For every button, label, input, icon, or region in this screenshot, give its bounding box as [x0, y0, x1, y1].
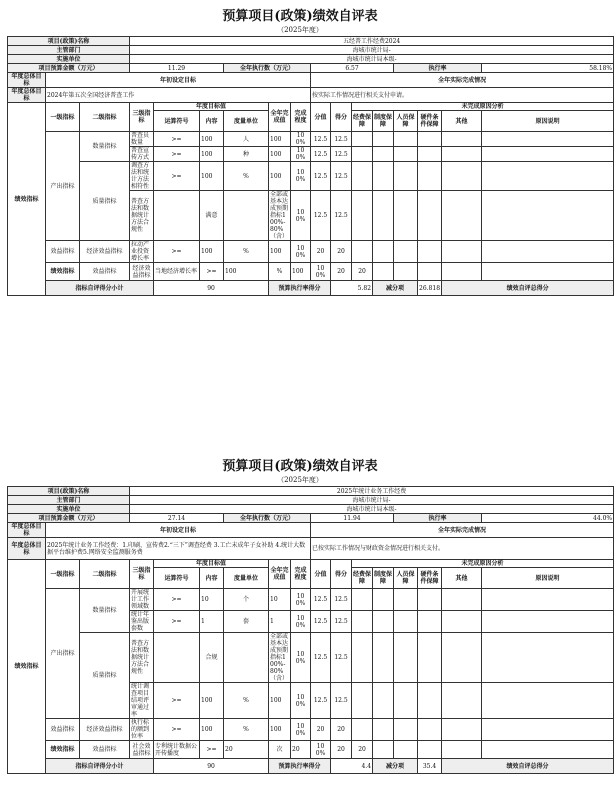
empty-cell: [352, 132, 373, 147]
full-year-value: 1: [269, 611, 291, 633]
score: 20: [352, 263, 373, 281]
score: 12.5: [331, 633, 352, 683]
annual-goal-label: 年度总体目标: [8, 88, 46, 103]
lvl2-header: 二级指标: [80, 560, 130, 589]
total-score-label: 绩效自评总得分: [442, 281, 614, 296]
empty-cell: [394, 719, 418, 741]
empty-cell: [373, 147, 394, 162]
unit-label: 实施单位: [8, 55, 130, 64]
reason-desc-header: 原因说明: [482, 568, 614, 589]
completion-rate: 100%: [311, 741, 331, 759]
empty-cell: [394, 633, 418, 683]
measure-unit: %: [224, 683, 269, 719]
full-year-value: 100: [269, 719, 291, 741]
content-header: 内容: [200, 568, 224, 589]
hw-header: 硬件条件保障: [418, 568, 442, 589]
perf-indicator-label-2: 绩效指标: [46, 263, 80, 281]
operator: >=: [200, 263, 224, 281]
empty-cell: [442, 589, 482, 611]
score-value: 20: [311, 719, 331, 741]
empty-cell: [482, 132, 614, 147]
target-content: 100: [200, 683, 224, 719]
dept-value: 海城市统计局-: [130, 46, 614, 55]
score-value-header: 分值: [311, 103, 331, 132]
operator: >=: [200, 741, 224, 759]
measure-unit: [224, 633, 269, 683]
budget-value: 27.14: [130, 514, 224, 523]
completion-rate: 100%: [291, 611, 311, 633]
evaluation-table: [7, 36, 614, 296]
annual-goal-label: 年度总体目标: [8, 538, 46, 560]
staff-header: 人员保障: [394, 568, 418, 589]
output-category: 产出指标: [46, 589, 80, 719]
full-year-value: 20: [291, 741, 311, 759]
empty-cell: [373, 132, 394, 147]
empty-cell: [418, 263, 442, 281]
empty-cell: [418, 633, 442, 683]
completion-rate: 100%: [291, 589, 311, 611]
initial-goal-text: 2024年第五次全国经济普查工作: [46, 88, 311, 103]
empty-cell: [352, 719, 373, 741]
lvl2-header: 二级指标: [80, 103, 130, 132]
actual-status-header: 全年实际完成情况: [311, 523, 614, 538]
empty-cell: [373, 191, 394, 241]
empty-cell: [352, 191, 373, 241]
score-header: 得分: [331, 560, 352, 589]
target-content: 合规: [200, 633, 224, 683]
reason-header: 未完成原因分析: [352, 103, 614, 111]
operator: >=: [154, 162, 200, 191]
full-year-value: 100: [269, 132, 291, 147]
staff-header: 人员保障: [394, 111, 418, 132]
perf-indicator-label-2: 绩效指标: [46, 741, 80, 759]
target-content: 100: [200, 162, 224, 191]
performance-indicator-label: 绩效指标: [8, 560, 46, 774]
empty-cell: [373, 241, 394, 263]
sys-header: 制度保障: [373, 568, 394, 589]
score-value: 20: [331, 263, 352, 281]
completion-rate: 100%: [291, 147, 311, 162]
empty-cell: [442, 719, 482, 741]
empty-cell: [394, 263, 418, 281]
empty-cell: [394, 611, 418, 633]
measure-unit: 套: [224, 611, 269, 633]
target-content: 10: [200, 589, 224, 611]
empty-cell: [352, 162, 373, 191]
empty-cell: [482, 191, 614, 241]
full-year-value: 100: [269, 147, 291, 162]
empty-cell: [482, 241, 614, 263]
full-year-value: 10: [269, 589, 291, 611]
output-category: 产出指标: [46, 132, 80, 241]
empty-cell: [418, 132, 442, 147]
empty-cell: [442, 191, 482, 241]
indicator-name: 普查员数量: [130, 132, 154, 147]
econ-benefit-category: 经济效益指标: [130, 263, 154, 281]
score-value: 12.5: [311, 162, 331, 191]
operator: [154, 191, 200, 241]
budget-label: 项目预算金额（万元）: [8, 64, 130, 73]
annual-goal-label: 年度总体目标: [8, 523, 46, 538]
measure-unit: %: [224, 241, 269, 263]
budget-value: 11.29: [130, 64, 224, 73]
target-content: 100: [200, 132, 224, 147]
sheet-title: 预算项目(政策)绩效自评表: [222, 9, 378, 24]
annual-target-header: 年度目标值: [154, 103, 269, 111]
econ-header: 经费保障: [352, 568, 373, 589]
indicator-name: 统计调查项目结项评审通过率: [130, 683, 154, 719]
measure-unit: %: [224, 719, 269, 741]
empty-cell: [418, 241, 442, 263]
unit-value: 海城市统计局本级-: [130, 55, 614, 64]
target-content: 20: [224, 741, 269, 759]
empty-cell: [482, 611, 614, 633]
completion-rate: 100%: [291, 719, 311, 741]
exec-score-label: 预算执行率得分: [269, 281, 331, 296]
deduct-value: 26.818: [418, 281, 442, 296]
subtotal-value: 90: [154, 281, 269, 296]
empty-cell: [482, 719, 614, 741]
indicator-name: 开展统计工作领域数: [130, 589, 154, 611]
completion-rate: 100%: [291, 191, 311, 241]
lvl3-header: 三级指标: [130, 103, 154, 132]
empty-cell: [482, 683, 614, 719]
lvl1-header: 一级指标: [46, 103, 80, 132]
empty-cell: [352, 241, 373, 263]
empty-cell: [373, 719, 394, 741]
annual-goal-label: 年度总体目标: [8, 73, 46, 88]
other-header: 其他: [442, 111, 482, 132]
empty-cell: [394, 132, 418, 147]
score: 12.5: [331, 611, 352, 633]
empty-cell: [442, 147, 482, 162]
empty-cell: [442, 633, 482, 683]
operator: [154, 633, 200, 683]
score: 12.5: [331, 191, 352, 241]
operator: >=: [154, 241, 200, 263]
empty-cell: [418, 611, 442, 633]
measure-unit: [224, 191, 269, 241]
benefit-category: 效益指标: [80, 741, 130, 759]
completion-rate: 100%: [291, 633, 311, 683]
full-year-value: 100: [269, 162, 291, 191]
evaluation-table: [7, 486, 614, 774]
empty-cell: [394, 683, 418, 719]
unit-measure-header: 度量单位: [224, 568, 269, 589]
indicator-name: 专利统计数据公开传播度: [154, 741, 200, 759]
operator: >=: [154, 132, 200, 147]
unit-measure-header: 度量单位: [224, 111, 269, 132]
score-value: 20: [311, 241, 331, 263]
empty-cell: [442, 162, 482, 191]
exec-score-label: 预算执行率得分: [269, 759, 331, 774]
score-header: 得分: [331, 103, 352, 132]
indicator-name: 拉动产业投资增长率: [130, 241, 154, 263]
quality-category: 质量指标: [80, 162, 130, 241]
completion-header: 完成程度: [291, 560, 311, 589]
target-content: 100: [224, 263, 269, 281]
empty-cell: [442, 241, 482, 263]
qty-category: 数量指标: [80, 132, 130, 162]
empty-cell: [482, 589, 614, 611]
score-value: 12.5: [311, 191, 331, 241]
score: 20: [352, 741, 373, 759]
operator: >=: [154, 683, 200, 719]
initial-goal-header: 年初设定目标: [46, 523, 311, 538]
empty-cell: [373, 683, 394, 719]
exec-amount-value: 11.94: [311, 514, 394, 523]
measure-unit: 人: [224, 132, 269, 147]
sheet-title: 预算项目(政策)绩效自评表: [222, 459, 378, 474]
empty-cell: [394, 741, 418, 759]
deduct-label: 减分项: [373, 759, 418, 774]
measure-unit: %: [224, 162, 269, 191]
target-content: 100: [200, 719, 224, 741]
empty-cell: [442, 132, 482, 147]
indicator-name: 普查方法和数据统计方法合规性: [130, 191, 154, 241]
indicator-name: 普查方法和数据统计方法合规性: [130, 633, 154, 683]
empty-cell: [418, 162, 442, 191]
empty-cell: [442, 683, 482, 719]
subtotal-label: 指标自评得分小计: [46, 281, 154, 296]
operator: >=: [154, 719, 200, 741]
empty-cell: [418, 191, 442, 241]
subtotal-value: 90: [154, 759, 269, 774]
score: 12.5: [331, 162, 352, 191]
measure-unit: 个: [224, 589, 269, 611]
project-name-label: 项目(政策)名称: [8, 487, 130, 496]
exec-rate-label: 执行率: [394, 64, 482, 73]
econ-header: 经费保障: [352, 111, 373, 132]
completion-rate: 100%: [291, 162, 311, 191]
subtotal-label: 指标自评得分小计: [46, 759, 154, 774]
unit-label: 实施单位: [8, 505, 130, 514]
target-content: 1: [200, 611, 224, 633]
completion-rate: 100%: [291, 132, 311, 147]
indicator-name: 当地经济增长率: [154, 263, 200, 281]
project-name-value: 2025年统计业务工作经费: [130, 487, 614, 496]
empty-cell: [352, 147, 373, 162]
score-value: 12.5: [311, 683, 331, 719]
completion-rate: 100%: [311, 263, 331, 281]
qty-category: 数量指标: [80, 589, 130, 633]
deduct-value: 35.4: [418, 759, 442, 774]
target-content: 100: [200, 147, 224, 162]
score-value: 12.5: [311, 147, 331, 162]
score: 20: [331, 241, 352, 263]
measure-unit: 次: [269, 741, 291, 759]
score: 12.5: [331, 132, 352, 147]
benefit-category: 效益指标: [80, 263, 130, 281]
indicator-name: 统计年鉴出版套数: [130, 611, 154, 633]
score-value: 12.5: [311, 611, 331, 633]
full-year-header: 全年完成值: [269, 103, 291, 132]
full-year-value: 100: [291, 263, 311, 281]
empty-cell: [482, 633, 614, 683]
empty-cell: [482, 162, 614, 191]
lvl1-header: 一级指标: [46, 560, 80, 589]
empty-cell: [352, 589, 373, 611]
sheet-year: （2025年度）: [277, 476, 323, 484]
completion-header: 完成程度: [291, 103, 311, 132]
empty-cell: [482, 741, 614, 759]
empty-cell: [482, 263, 614, 281]
score-value: 12.5: [311, 589, 331, 611]
full-year-value: 100: [269, 683, 291, 719]
empty-cell: [373, 633, 394, 683]
dept-label: 主管部门: [8, 46, 130, 55]
full-year-header: 全年完成值: [269, 560, 291, 589]
empty-cell: [373, 611, 394, 633]
performance-indicator-label: 绩效指标: [8, 103, 46, 296]
budget-label: 项目预算金额（万元）: [8, 514, 130, 523]
empty-cell: [373, 589, 394, 611]
empty-cell: [442, 263, 482, 281]
empty-cell: [394, 191, 418, 241]
exec-rate-value: 58.18%: [482, 64, 614, 73]
completion-rate: 100%: [291, 683, 311, 719]
score: 12.5: [331, 683, 352, 719]
annual-target-header: 年度目标值: [154, 560, 269, 568]
actual-status-header: 全年实际完成情况: [311, 73, 614, 88]
completion-rate: 100%: [291, 241, 311, 263]
initial-goal-text: 2025年统计业务工作经费：1.印刷、宣传费2.“三下”调查经费 3.工亡未成年子女补助 4.统计大数据平台维护费5.网络安全监测服务费: [46, 538, 311, 560]
unit-value: 海城市统计局本级-: [130, 505, 614, 514]
exec-amount-label: 全年执行数（万元）: [224, 514, 311, 523]
project-name-label: 项目(政策)名称: [8, 37, 130, 46]
deduct-label: 减分项: [373, 281, 418, 296]
indicator-name: 调查方法和统计方法相符性: [130, 162, 154, 191]
actual-status-text: 按实际工作情况进行相关支付申请。: [311, 88, 614, 103]
reason-desc-header: 原因说明: [482, 111, 614, 132]
hw-header: 硬件条件保障: [418, 111, 442, 132]
full-year-value: 全部或基本达成预期指标100%-80%（含）: [269, 633, 291, 683]
empty-cell: [352, 633, 373, 683]
empty-cell: [373, 162, 394, 191]
exec-rate-label: 执行率: [394, 514, 482, 523]
empty-cell: [352, 683, 373, 719]
dept-value: 海城市统计局-: [130, 496, 614, 505]
score-value-header: 分值: [311, 560, 331, 589]
empty-cell: [442, 611, 482, 633]
econ-benefit-category: 经济效益指标: [80, 719, 130, 741]
empty-cell: [373, 741, 394, 759]
score-value: 12.5: [311, 633, 331, 683]
op-header: 运算符号: [154, 111, 200, 132]
dept-label: 主管部门: [8, 496, 130, 505]
measure-unit: 种: [224, 147, 269, 162]
empty-cell: [352, 611, 373, 633]
reason-header: 未完成原因分析: [352, 560, 614, 568]
initial-goal-header: 年初设定目标: [46, 73, 311, 88]
indicator-name: 普查宣传方式: [130, 147, 154, 162]
empty-cell: [418, 719, 442, 741]
quality-category: 质量指标: [80, 633, 130, 719]
empty-cell: [418, 683, 442, 719]
empty-cell: [418, 741, 442, 759]
exec-amount-label: 全年执行数（万元）: [224, 64, 311, 73]
project-name-value: 五经普工作经费2024: [130, 37, 614, 46]
score: 20: [331, 719, 352, 741]
full-year-value: 100: [269, 241, 291, 263]
social-benefit-category: 社会效益指标: [130, 741, 154, 759]
target-content: 100: [200, 241, 224, 263]
full-year-value: 全部或基本达成预期指标100%-80%（含）: [269, 191, 291, 241]
empty-cell: [394, 241, 418, 263]
measure-unit: %: [269, 263, 291, 281]
evaluation-sheet-2: [7, 458, 613, 774]
benefit-category: 效益指标: [46, 719, 80, 741]
lvl3-header: 三级指标: [130, 560, 154, 589]
empty-cell: [418, 589, 442, 611]
empty-cell: [394, 162, 418, 191]
other-header: 其他: [442, 568, 482, 589]
sys-header: 制度保障: [373, 111, 394, 132]
empty-cell: [394, 147, 418, 162]
indicator-name: 执行标的额到位率: [130, 719, 154, 741]
op-header: 运算符号: [154, 568, 200, 589]
empty-cell: [373, 263, 394, 281]
empty-cell: [418, 147, 442, 162]
score: 12.5: [331, 589, 352, 611]
empty-cell: [394, 589, 418, 611]
score-value: 20: [331, 741, 352, 759]
empty-cell: [482, 147, 614, 162]
exec-amount-value: 6.57: [311, 64, 394, 73]
exec-rate-value: 44.0%: [482, 514, 614, 523]
exec-score-value: 5.82: [331, 281, 373, 296]
operator: >=: [154, 589, 200, 611]
total-score-label: 绩效自评总得分: [442, 759, 614, 774]
score: 12.5: [331, 147, 352, 162]
content-header: 内容: [200, 111, 224, 132]
score-value: 12.5: [311, 132, 331, 147]
evaluation-sheet-1: [7, 8, 613, 296]
empty-cell: [442, 741, 482, 759]
target-content: 满意: [200, 191, 224, 241]
econ-benefit-category: 经济效益指标: [80, 241, 130, 263]
actual-status-text: 已按实际工作情况与财政资金情况进行相关支付。: [311, 538, 614, 560]
operator: >=: [154, 611, 200, 633]
benefit-category: 效益指标: [46, 241, 80, 263]
exec-score-value: 4.4: [331, 759, 373, 774]
operator: >=: [154, 147, 200, 162]
sheet-year: （2025年度）: [277, 26, 323, 34]
